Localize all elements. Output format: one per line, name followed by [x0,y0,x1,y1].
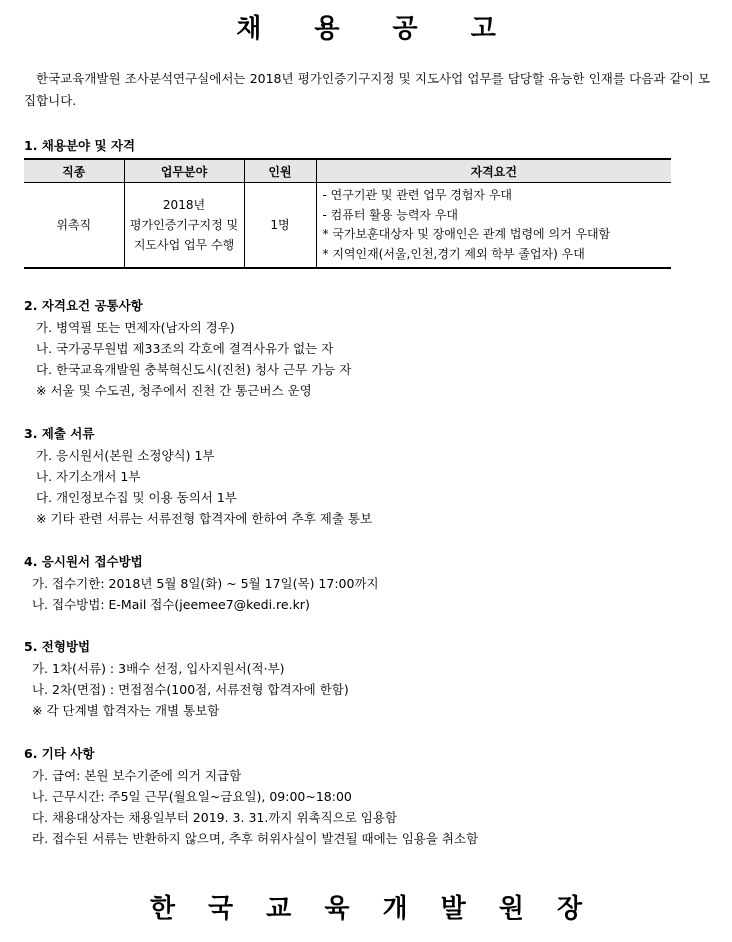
header-qualifications: 자격요건 [316,159,671,183]
qualification-line: * 국가보훈대상자 및 장애인은 관계 법령에 의거 우대함 [322,227,611,241]
qualification-line: - 연구기관 및 관련 업무 경험자 우대 [322,188,513,202]
cell-qualifications [316,183,671,269]
list-item: 가. 1차(서류) : 3배수 선정, 입사지원서(적·부) [32,661,285,676]
header-job-type: 직종 [24,159,124,183]
section-3-heading: 3. 제출 서류 [24,426,95,441]
section-1-heading: 1. 채용분야 및 자격 [24,138,136,153]
cell-field [124,183,244,269]
table-row [24,183,671,269]
section-5-heading: 5. 전형방법 [24,639,91,654]
field-line: 2018년 [162,198,206,212]
list-item: 나. 국가공무원법 제33조의 각호에 결격사유가 없는 자 [36,341,334,356]
list-item: 나. 자기소개서 1부 [36,469,141,484]
list-item: 가. 병역필 또는 면제자(남자의 경우) [36,320,235,335]
list-item: 다. 개인정보수집 및 이용 동의서 1부 [36,490,237,505]
list-item: 나. 접수방법: E-Mail 접수(jeemee7@kedi.re.kr) [32,597,310,612]
field-line: 지도사업 업무 수행 [133,238,235,252]
header-count: 인원 [244,159,316,183]
cell-job-type: 위촉직 [24,183,124,269]
list-item: 나. 근무시간: 주5일 근무(월요일~금요일), 09:00~18:00 [32,789,352,804]
notice-title: 채 용 공 고 [236,14,518,44]
qualification-line: - 컴퓨터 활용 능력자 우대 [322,207,459,222]
header-field: 업무분야 [124,159,244,183]
section-4-heading: 4. 응시원서 접수방법 [24,554,143,569]
cell-count: 1명 [244,183,316,269]
requirements-table [24,158,671,269]
list-item: 라. 접수된 서류는 반환하지 않으며, 추후 허위사실이 발견될 때에는 임용을 취소함 [32,831,479,846]
note-item: ※ 각 단계별 합격자는 개별 통보함 [32,703,220,718]
field-line: 평가인증기구지정 및 [129,218,239,232]
note-item: ※ 기타 관련 서류는 서류전형 합격자에 한하여 추후 제출 통보 [36,511,373,526]
issuer-signature: 한 국 교 육 개 발 원 장 [149,894,595,924]
list-item: 나. 2차(면접) : 면접점수(100점, 서류전형 합격자에 한함) [32,682,349,697]
section-2-heading: 2. 자격요건 공통사항 [24,298,143,313]
qualification-line: * 지역인재(서울,인천,경기 제외 학부 졸업자) 우대 [322,246,585,261]
section-6-heading: 6. 기타 사항 [24,746,95,761]
list-item: 다. 한국교육개발원 충북혁신도시(진천) 청사 근무 가능 자 [36,362,352,377]
table-header-row [24,159,671,183]
note-item: ※ 서울 및 수도권, 청주에서 진천 간 통근버스 운영 [36,383,312,398]
list-item: 가. 급여: 본원 보수기준에 의거 지급함 [32,768,242,783]
list-item: 가. 응시원서(본원 소정양식) 1부 [36,448,215,463]
list-item: 다. 채용대상자는 채용일부터 2019. 3. 31.까지 위촉직으로 임용함 [32,810,398,825]
intro-paragraph: 한국교육개발원 조사분석연구실에서는 2018년 평가인증기구지정 및 지도사업 업무를 담당할 유능한 인재를 다음과 같이 모집합니다. [24,71,710,108]
list-item: 가. 접수기한: 2018년 5월 8일(화) ~ 5월 17일(목) 17:00까지 [32,576,379,591]
